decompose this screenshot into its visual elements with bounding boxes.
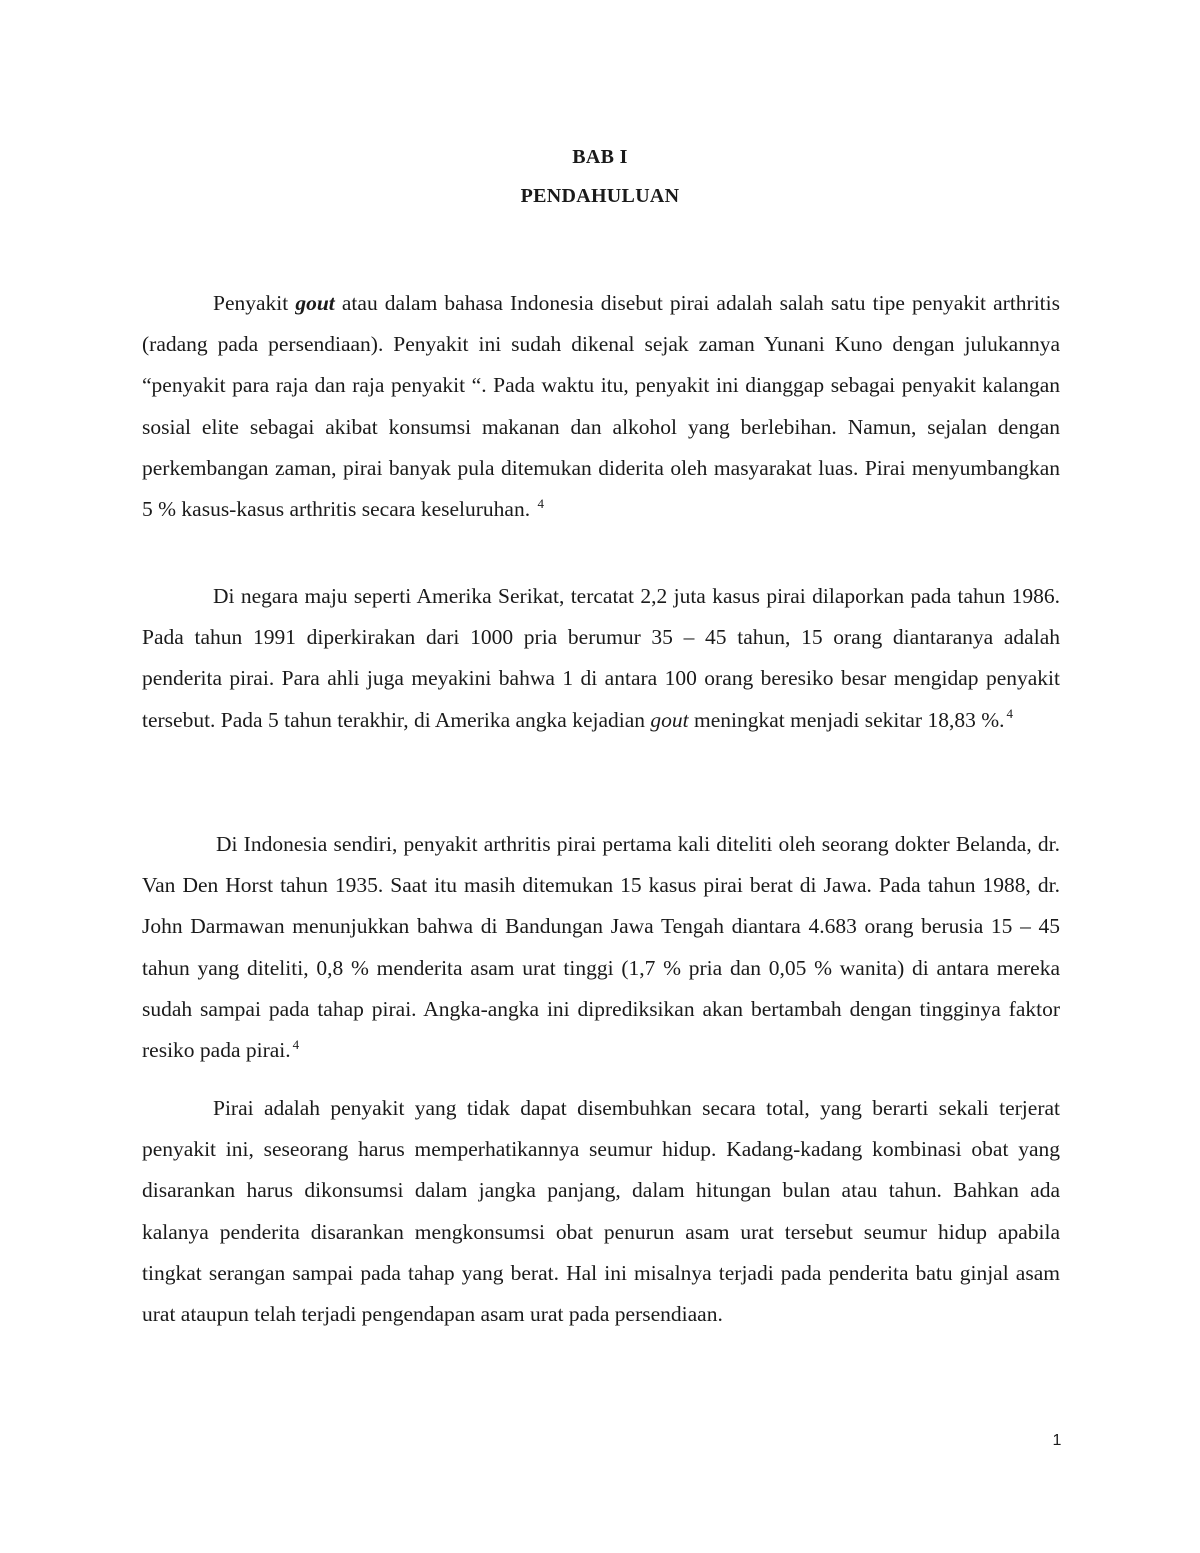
paragraph-text: Di Indonesia sendiri, penyakit arthritis pirai pertama kali diteliti oleh seorang dokter Belanda, dr. Van Den Horst tahun 1935. Saat itu masih ditemukan 15 kasus pirai berat di Jawa. Pada tahun 1988, dr. John Darmawan menunjukkan bahwa di Bandungan Jawa Tengah diantara 4.683 orang berusia 15 – 45 tahun yang diteliti, 0,8 % menderita asam urat tinggi (1,7 % pria dan 0,05 % wanita) di antara mereka sudah sampai pada tahap pirai. Angka-angka ini diprediksikan akan bertambah dengan tingginya faktor resiko pada pirai. (142, 832, 1060, 1063)
citation-reference: 4 (292, 1036, 300, 1052)
page-number: 1 (1052, 1432, 1062, 1449)
chapter-title: PENDAHULUAN (520, 185, 680, 207)
paragraph-text: meningkat menjadi sekitar 18,83 %. (688, 707, 1005, 732)
paragraph-intro-gout (142, 283, 1060, 530)
term-gout: gout (650, 707, 689, 732)
chapter-label: BAB I (572, 146, 628, 168)
paragraph-text: Pirai adalah penyakit yang tidak dapat disembuhkan secara total, yang berarti sekali terjerat penyakit ini, seseorang harus memperhatikannya seumur hidup. Kadang-kadang kombinasi obat yang disarankan harus dikonsumsi dalam jangka panjang, dalam hitungan bulan atau tahun. Bahkan ada kalanya penderita disarankan mengkonsumsi obat penurun asam urat tersebut seumur hidup apabila tingkat serangan sampai pada tahap yang berat. Hal ini misalnya terjadi pada penderita batu ginjal asam urat ataupun telah terjadi pengendapan asam urat pada persendiaan. (142, 1096, 1060, 1327)
paragraph-text: Penyakit (213, 291, 296, 315)
citation-reference: 4 (537, 495, 544, 511)
paragraph-text: atau dalam bahasa Indonesia disebut pirai adalah salah satu tipe penyakit arthritis (radang pada persendiaan). Penyakit ini sudah dikenal sejak zaman Yunani Kuno dengan julukannya “penyakit para raja dan raja penyakit “. Pada waktu itu, penyakit ini dianggap sebagai penyakit kalangan sosial elite sebagai akibat konsumsi makanan dan alkohol yang berlebihan. Namun, sejalan dengan perkembangan zaman, pirai banyak pula ditemukan diderita oleh masyarakat luas. Pirai menyumbangkan 5 % kasus-kasus arthritis secara keseluruhan. (142, 291, 1060, 522)
paragraph-indonesia-statistics (142, 824, 1060, 1071)
paragraph-treatment (142, 1088, 1060, 1335)
term-gout: gout (295, 291, 335, 315)
paragraph-text: Di negara maju seperti Amerika Serikat, tercatat 2,2 juta kasus pirai dilaporkan pada tahun 1986. Pada tahun 1991 diperkirakan dari 1000 pria berumur 35 – 45 tahun, 15 orang diantaranya adalah penderita pirai. Para ahli juga meyakini bahwa 1 di antara 100 orang beresiko besar mengidap penyakit tersebut. Pada 5 tahun terakhir, di Amerika angka kejadian (142, 584, 1060, 732)
citation-reference: 4 (1006, 706, 1013, 722)
paragraph-usa-statistics (142, 576, 1060, 741)
